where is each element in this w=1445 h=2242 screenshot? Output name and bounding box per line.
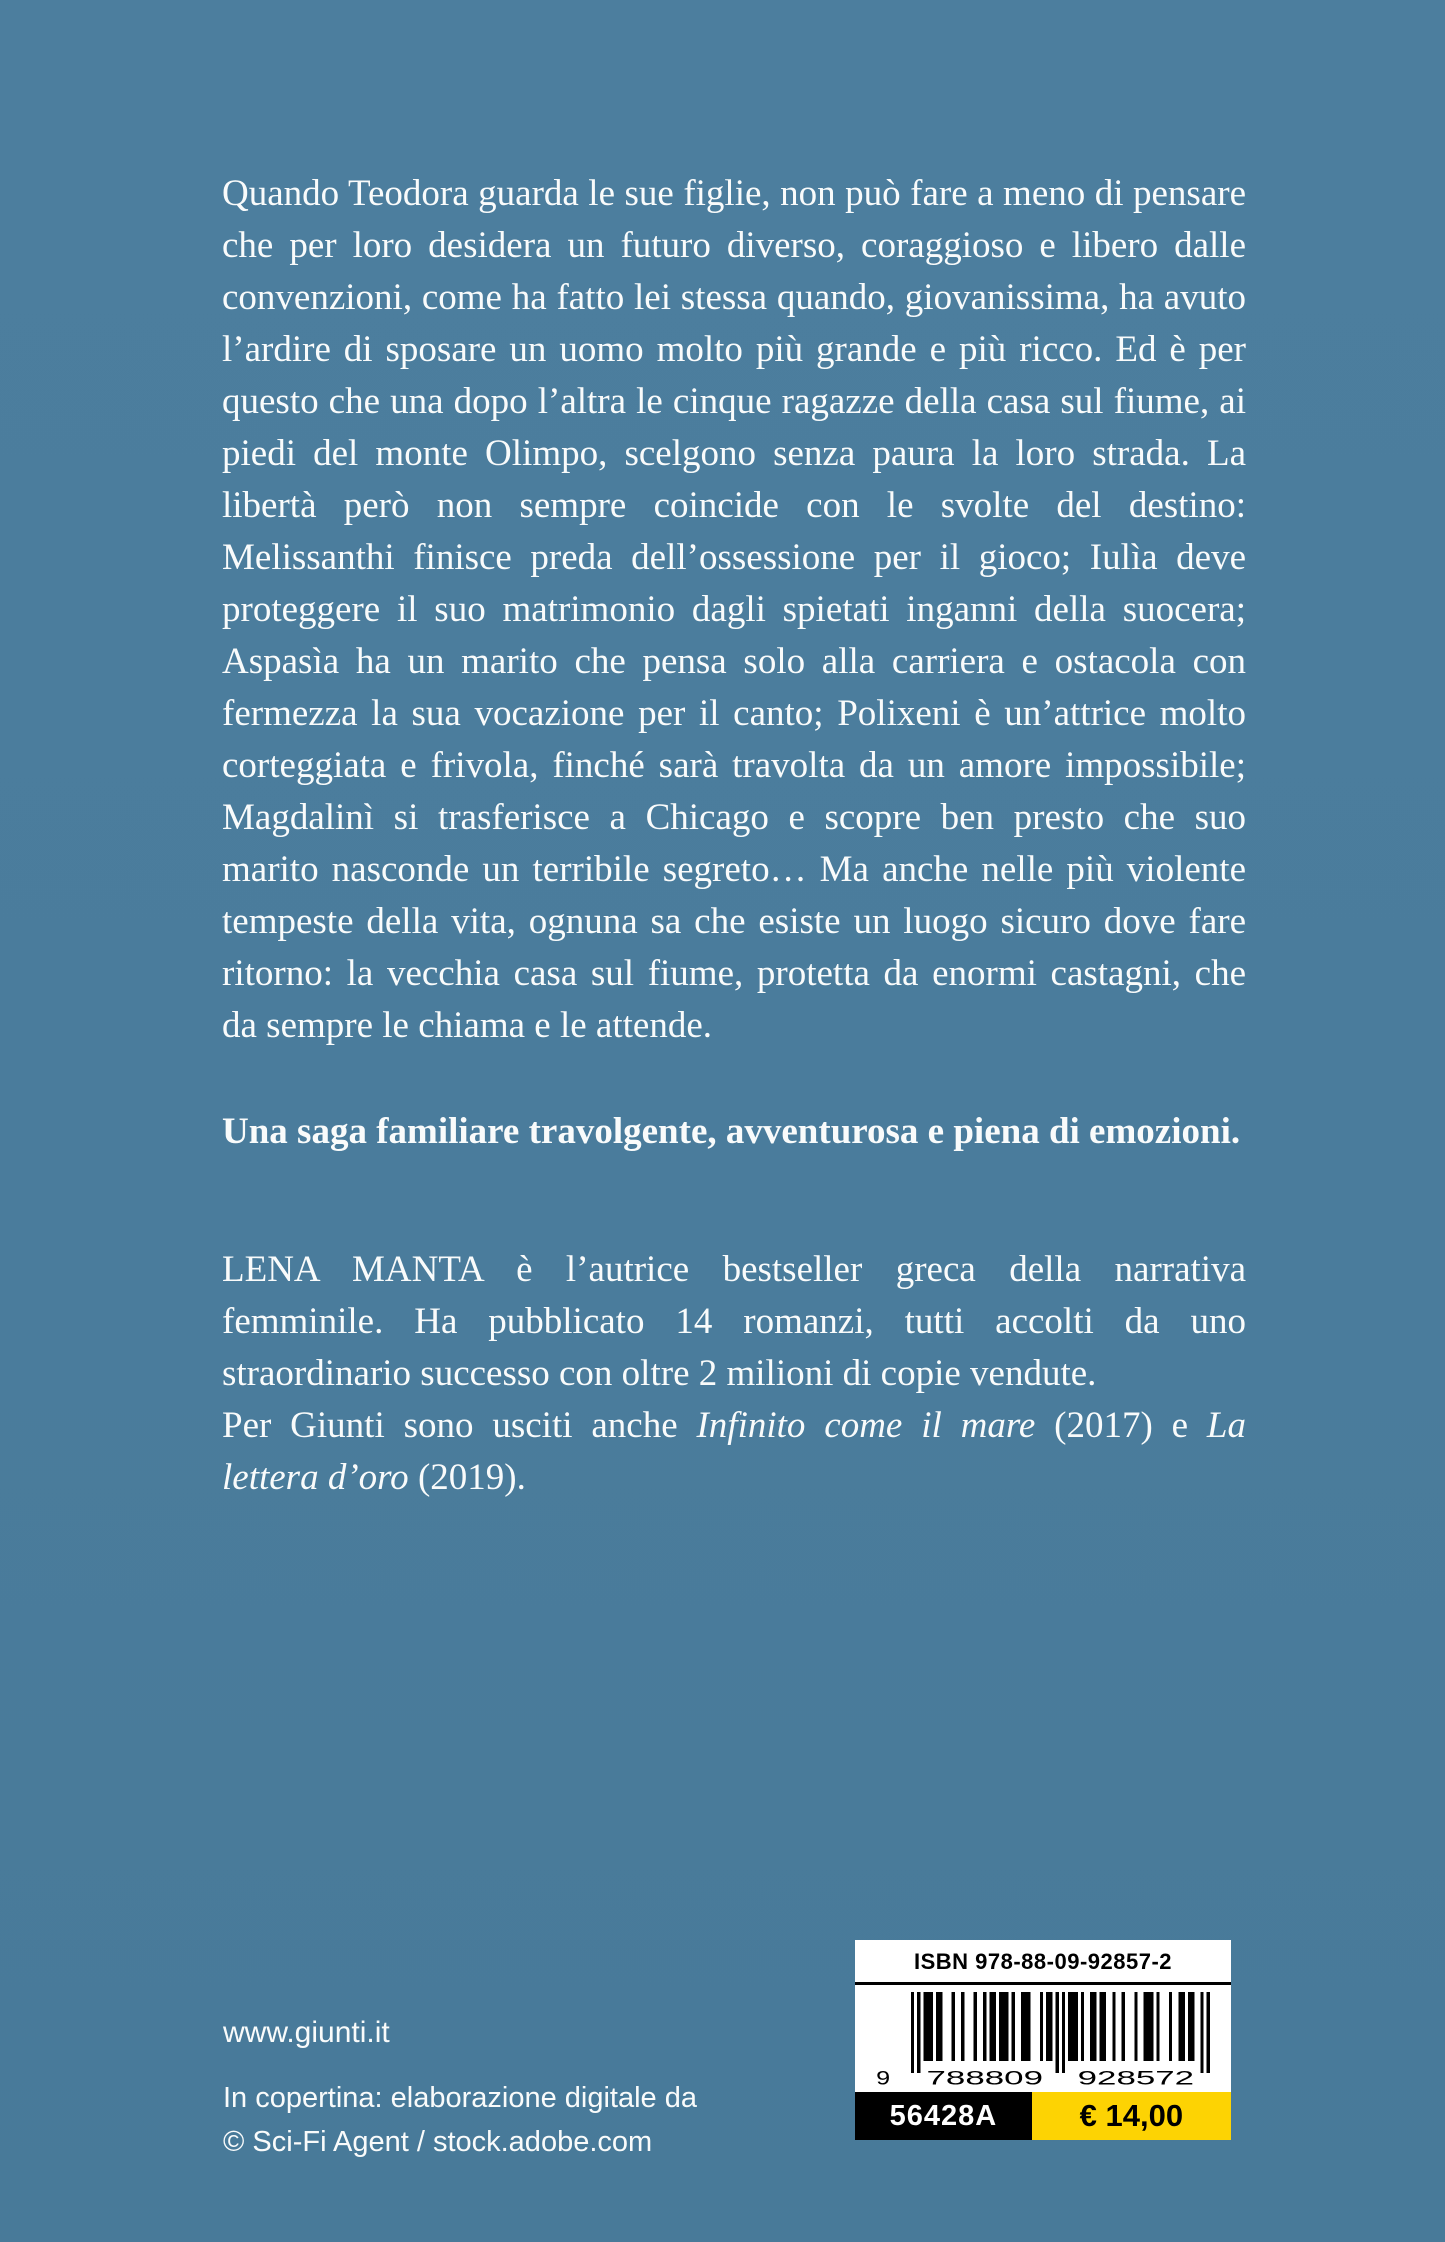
isbn-label: ISBN 978-88-09-92857-2 bbox=[855, 1940, 1231, 1985]
isbn-box bbox=[855, 1940, 1231, 2092]
back-cover-text bbox=[222, 168, 1246, 1504]
cover-credit-line1: In copertina: elaborazione digitale da bbox=[223, 2082, 697, 2114]
svg-text:9: 9 bbox=[876, 2066, 891, 2088]
price-strip bbox=[855, 2092, 1231, 2140]
ean-barcode bbox=[855, 1985, 1231, 2092]
svg-text:788809: 788809 bbox=[926, 2066, 1043, 2088]
svg-text:928572: 928572 bbox=[1077, 2066, 1195, 2088]
cover-credit bbox=[223, 2076, 697, 2164]
bio-line2-prefix: Per Giunti sono usciti anche bbox=[222, 1405, 697, 1446]
synopsis-text: Quando Teodora guarda le sue figlie, non può fare a meno di pensare che per loro desidera un futuro diverso, coraggioso e libero dalle convenzioni, come ha fatto lei stessa quando, giovanissima, ha avuto l’ardire di sposare un uomo molto più grande e più ricco. Ed è per questo che una dopo l’altra le cinque ragazze della casa sul fiume, ai piedi del monte Olimpo, scelgono senza paura la loro strada. La libertà però non sempre coincide con le svolte del destino: Melissanthi finisce preda dell’ossessione per il gioco; Iulìa deve proteggere il suo matrimonio dagli spietati inganni della suocera; Aspasìa ha un marito che pensa solo alla carriera e ostacola con fermezza la sua vocazione per il canto; Polixeni è un’attrice molto corteggiata e frivola, finché sarà travolta da un amore impossibile; Magdalinì si trasferisce a Chicago e scopre ben presto che suo marito nasconde un terribile segreto… Ma anche nelle più violente tempeste della vita, ognuna sa che esiste un luogo sicuro dove fare ritorno: la vecchia casa sul fiume, protetta da enormi castagni, che da sempre le chiama e le attende. bbox=[222, 173, 1246, 1046]
book-title-lettera: La lettera d’oro bbox=[222, 1405, 1246, 1498]
product-code: 56428A bbox=[855, 2092, 1032, 2140]
author-bio bbox=[222, 1244, 1246, 1504]
barcode-svg bbox=[873, 1992, 1213, 2088]
bio-line2-suffix: (2019). bbox=[408, 1457, 526, 1498]
book-title-infinito: Infinito come il mare bbox=[696, 1405, 1036, 1446]
barcode-bars bbox=[876, 1992, 1210, 2088]
author-name: LENA MANTA bbox=[222, 1249, 483, 1290]
barcode-block bbox=[855, 1940, 1231, 2140]
price-label: € 14,00 bbox=[1032, 2092, 1231, 2140]
tagline-text: Una saga familiare travolgente, avventurosa e piena di emozioni. bbox=[222, 1111, 1241, 1152]
author-bio-text: è l’autrice bestseller greca della narrativa femminile. Ha pubblicato 14 romanzi, tutti accolti da uno straordinario successo con oltre 2 milioni di copie vendute. bbox=[222, 1249, 1246, 1394]
bio-line2-between: (2017) e bbox=[1035, 1405, 1207, 1446]
publisher-website: www.giunti.it bbox=[223, 2016, 390, 2049]
cover-credit-line2: © Sci-Fi Agent / stock.adobe.com bbox=[223, 2126, 653, 2158]
